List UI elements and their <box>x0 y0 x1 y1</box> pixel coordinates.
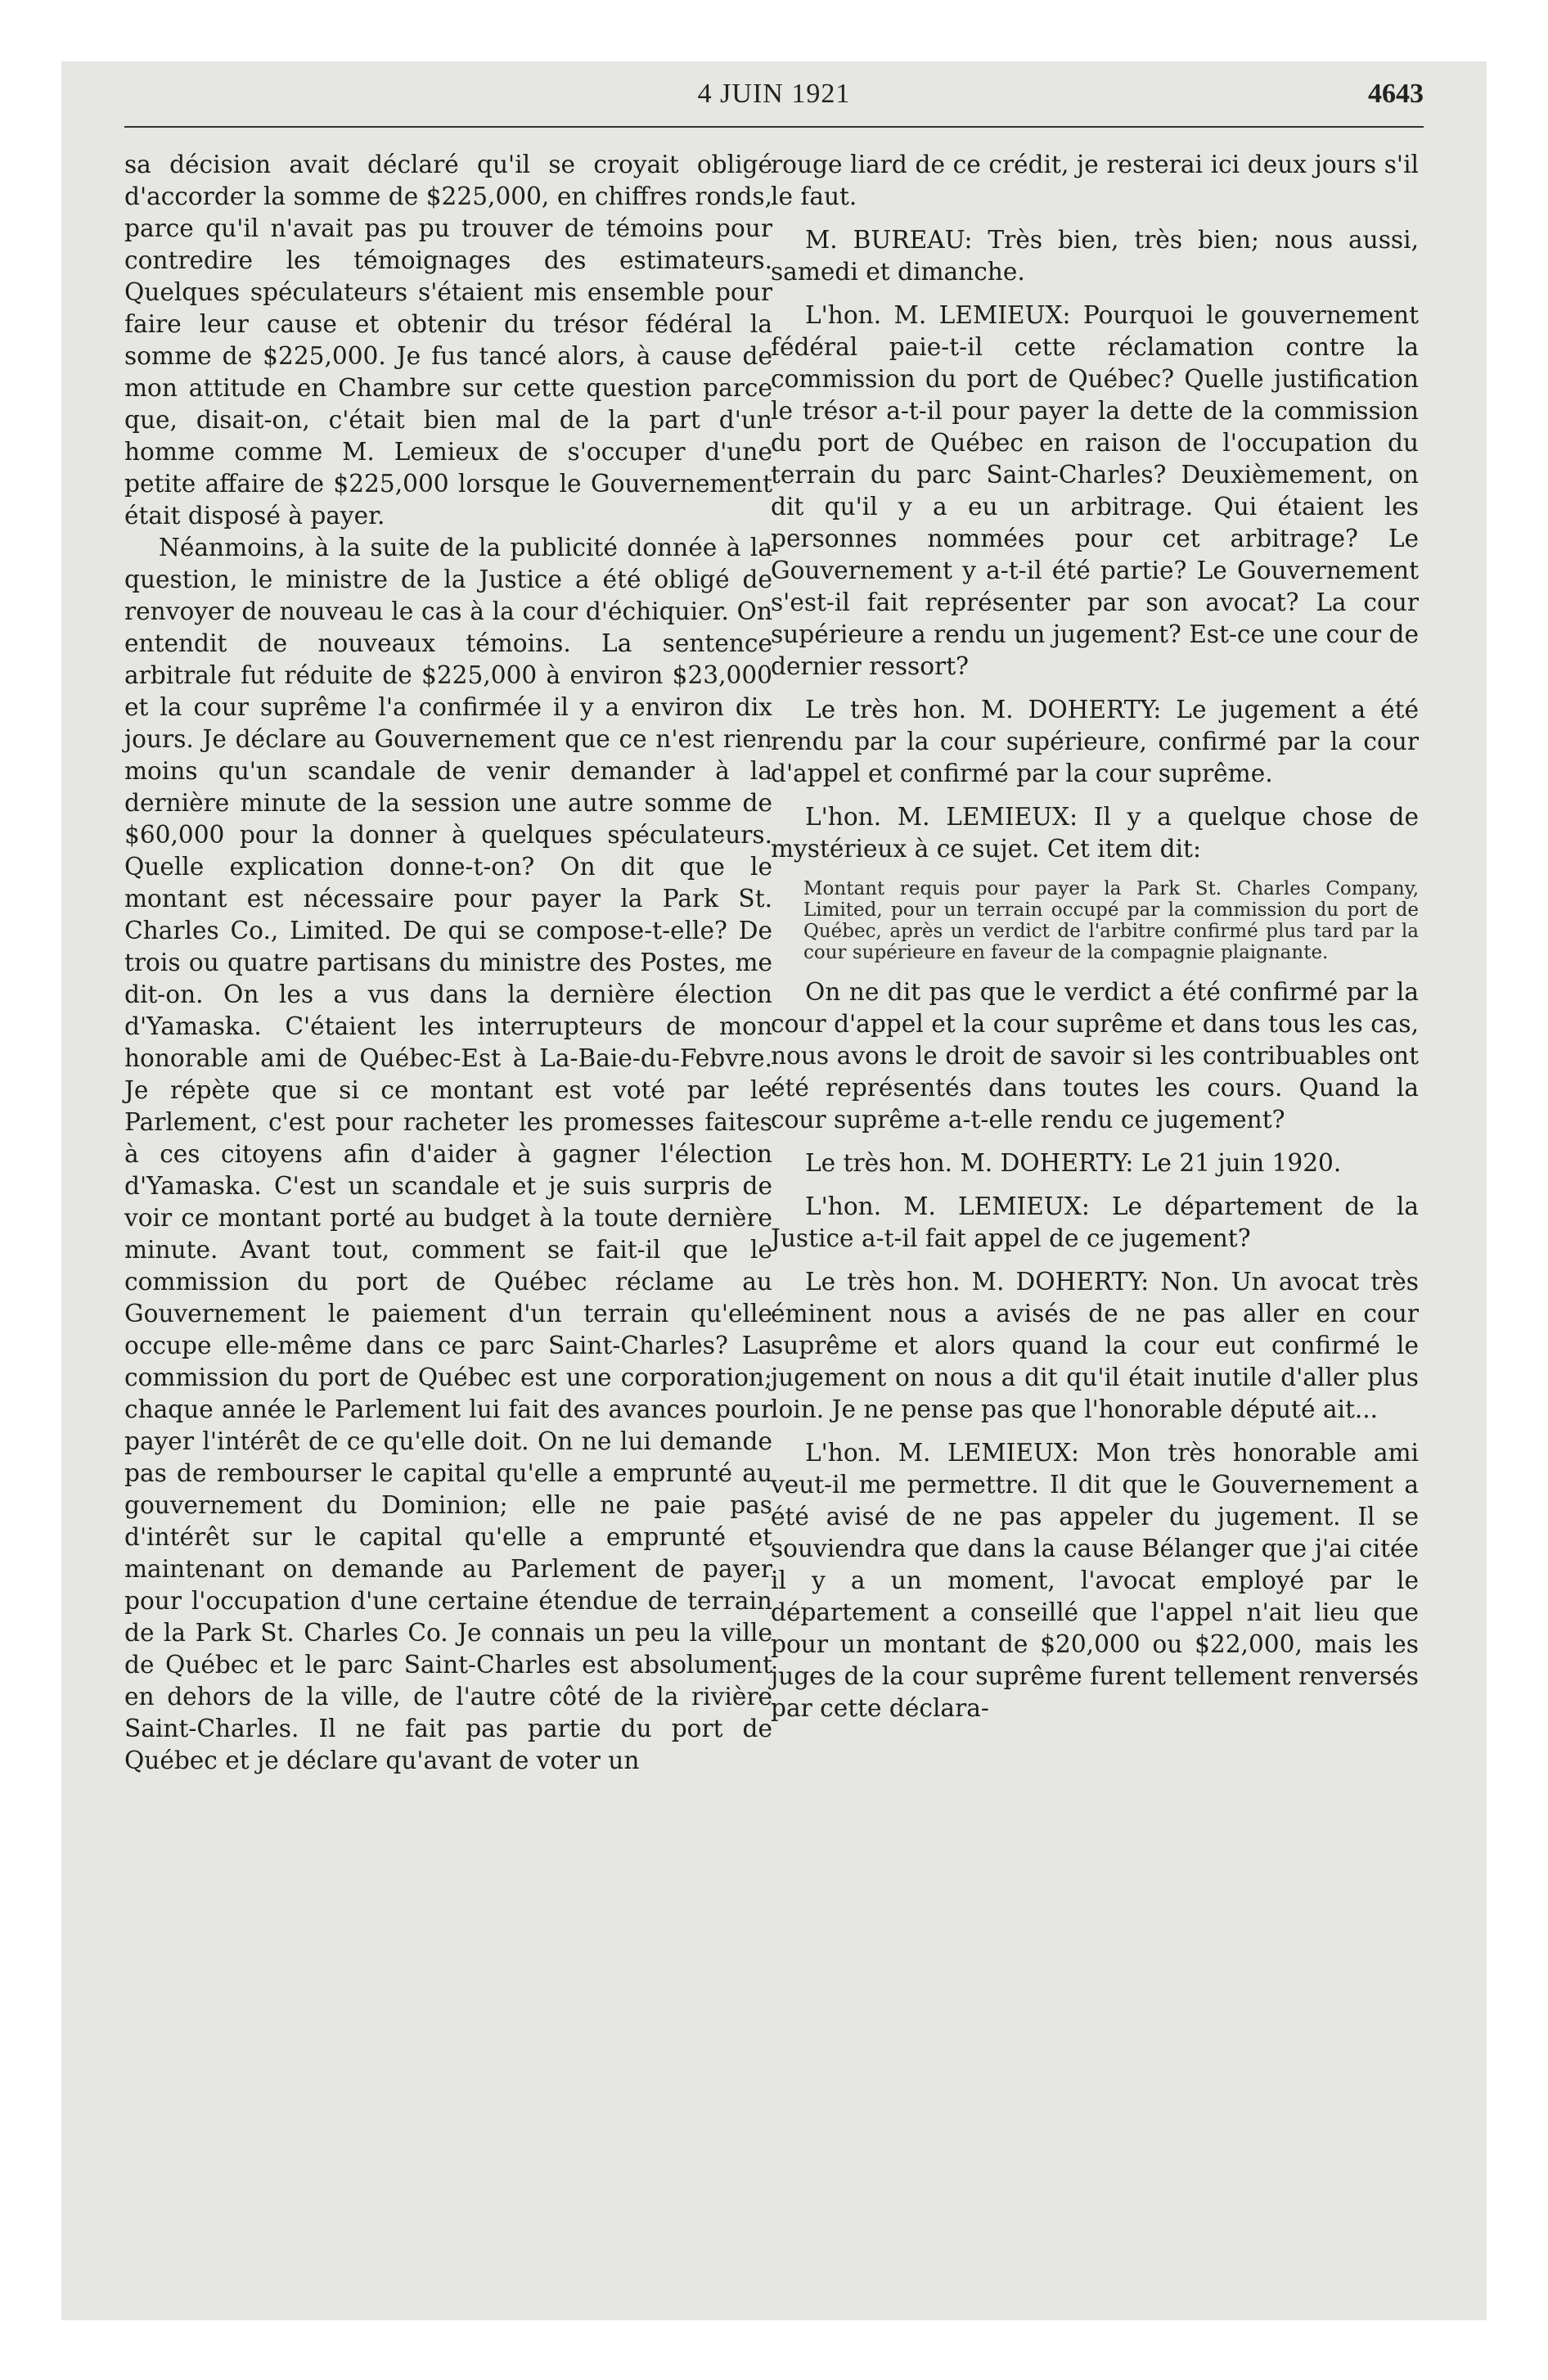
right-column <box>771 149 1419 1724</box>
header-rule <box>124 126 1424 128</box>
paragraph: On ne dit pas que le verdict a été confirmé par la cour d'appel et la cour suprême et dans tous les cas, nous avons le droit de savoir si les contribuables ont été représentés dans toutes les cours. Quand la cour suprême a-t-elle rendu ce jugement? <box>771 978 1419 1134</box>
paragraph: rouge liard de ce crédit, je resterai ici deux jours s'il le faut. <box>771 151 1419 210</box>
speaker-paragraph: L'hon. M. LEMIEUX: Le département de la Justice a-t-il fait appel de ce jugement? <box>771 1192 1419 1252</box>
page-number: 4643 <box>1368 79 1424 109</box>
speaker-paragraph: M. BUREAU: Très bien, très bien; nous aussi, samedi et dimanche. <box>771 226 1419 286</box>
speaker-paragraph: L'hon. M. LEMIEUX: Mon très honorable ami veut-il me permettre. Il dit que le Gouvernement a été avisé de ne pas appeler du jugement. Il se souviendra que dans la cause Bélanger que j'ai citée il y a un moment, l'avocat employé par le département a conseillé que l'appel n'ait lieu que pour un montant de $20,000 ou $22,000, mais les juges de la cour suprême furent tellement renversés par cette déclara- <box>771 1439 1419 1722</box>
page-header <box>124 79 1424 119</box>
speaker-paragraph: L'hon. M. LEMIEUX: Il y a quelque chose de mystérieux à ce sujet. Cet item dit: <box>771 803 1419 863</box>
speaker-paragraph: Le très hon. M. DOHERTY: Le jugement a été rendu par la cour supérieure, confirmé par la cour d'appel et confirmé par la cour suprême. <box>771 696 1419 787</box>
budget-item-quote: Montant requis pour payer la Park St. Charles Company, Limited, pour un terrain occupé par la commission du port de Québec, après un verdict de l'arbitre confirmé plus tard par la cour supérieure en faveur de la compagnie plaignante. <box>803 878 1419 963</box>
speaker-paragraph: L'hon. M. LEMIEUX: Pourquoi le gouvernement fédéral paie-t-il cette réclamation contre la commission du port de Québec? Quelle justification le trésor a-t-il pour payer la dette de la commission du port de Québec en raison de l'occupation du terrain du parc Saint-Charles? Deuxièmement, on dit qu'il y a eu un arbitrage. Qui étaient les personnes nommées pour cet arbitrage? Le Gouvernement y a-t-il été partie? Le Gouvernement s'est-il fait représenter par son avocat? La cour supérieure a rendu un jugement? Est-ce une cour de dernier ressort? <box>771 301 1419 680</box>
paragraph: Néanmoins, à la suite de la publicité donnée à la question, le ministre de la Justice a été obligé de renvoyer de nouveau le cas à la cour d'échiquier. On entendit de nouveaux témoins. La sentence arbitrale fut réduite de $225,000 à environ $23,000 et la cour suprême l'a confirmée il y a environ dix jours. Je déclare au Gouvernement que ce n'est rien moins qu'un scandale de venir demander à la dernière minute de la session une autre somme de $60,000 pour la donner à quelques spéculateurs. Quelle explication donne-t-on? On dit que le montant est nécessaire pour payer la Park St. Charles Co., Limited. De qui se compose-t-elle? De trois ou quatre partisans du ministre des Postes, me dit-on. On les a vus dans la dernière élection d'Yamaska. C'étaient les interrupteurs de mon honorable ami de Québec-Est à La-Baie-du-Febvre. Je répète que si ce montant est voté par le Parlement, c'est pour racheter les promesses faites à ces citoyens afin d'aider à gagner l'élection d'Yamaska. C'est un scandale et je suis surpris de voir ce montant porté au budget à la toute dernière minute. Avant tout, comment se fait-il que le commission du port de Québec réclame au Gouvernement le paiement d'un terrain qu'elle occupe elle-même dans ce parc Saint-Charles? La commission du port de Québec est une corporation; chaque année le Parlement lui fait des avances pour payer l'intérêt de ce qu'elle doit. On ne lui demande pas de rembourser le capital qu'elle a emprunté au gouvernement du Dominion; elle ne paie pas d'intérêt sur le capital qu'elle a emprunté et maintenant on demande au Parlement de payer pour l'occupation d'une certaine étendue de terrain de la Park St. Charles Co. Je connais un peu la ville de Québec et le parc Saint-Charles est absolument en dehors de la ville, de l'autre côté de la rivière Saint-Charles. Il ne fait pas partie du port de Québec et je déclare qu'avant de voter un <box>124 534 772 1774</box>
paragraph: sa décision avait déclaré qu'il se croyait obligé d'accorder la somme de $225,000, en chiffres ronds, parce qu'il n'avait pas pu trouver de témoins pour contredire les témoignages des estimateurs. Quelques spéculateurs s'étaient mis ensemble pour faire leur cause et obtenir du trésor fédéral la somme de $225,000. Je fus tancé alors, à cause de mon attitude en Chambre sur cette question parce que, disait-on, c'était bien mal de la part d'un homme comme M. Lemieux de s'occuper d'une petite affaire de $225,000 lorsque le Gouvernement était disposé à payer. <box>124 151 772 530</box>
left-column <box>124 149 772 1777</box>
header-date: 4 JUIN 1921 <box>697 79 851 109</box>
speaker-paragraph: Le très hon. M. DOHERTY: Le 21 juin 1920. <box>805 1149 1342 1177</box>
speaker-paragraph: Le très hon. M. DOHERTY: Non. Un avocat très éminent nous a avisés de ne pas aller en cour suprême et alors quand la cour eut confirmé le jugement on nous a dit qu'il était inutile d'aller plus loin. Je ne pense pas que l'honorable député ait... <box>771 1268 1419 1423</box>
